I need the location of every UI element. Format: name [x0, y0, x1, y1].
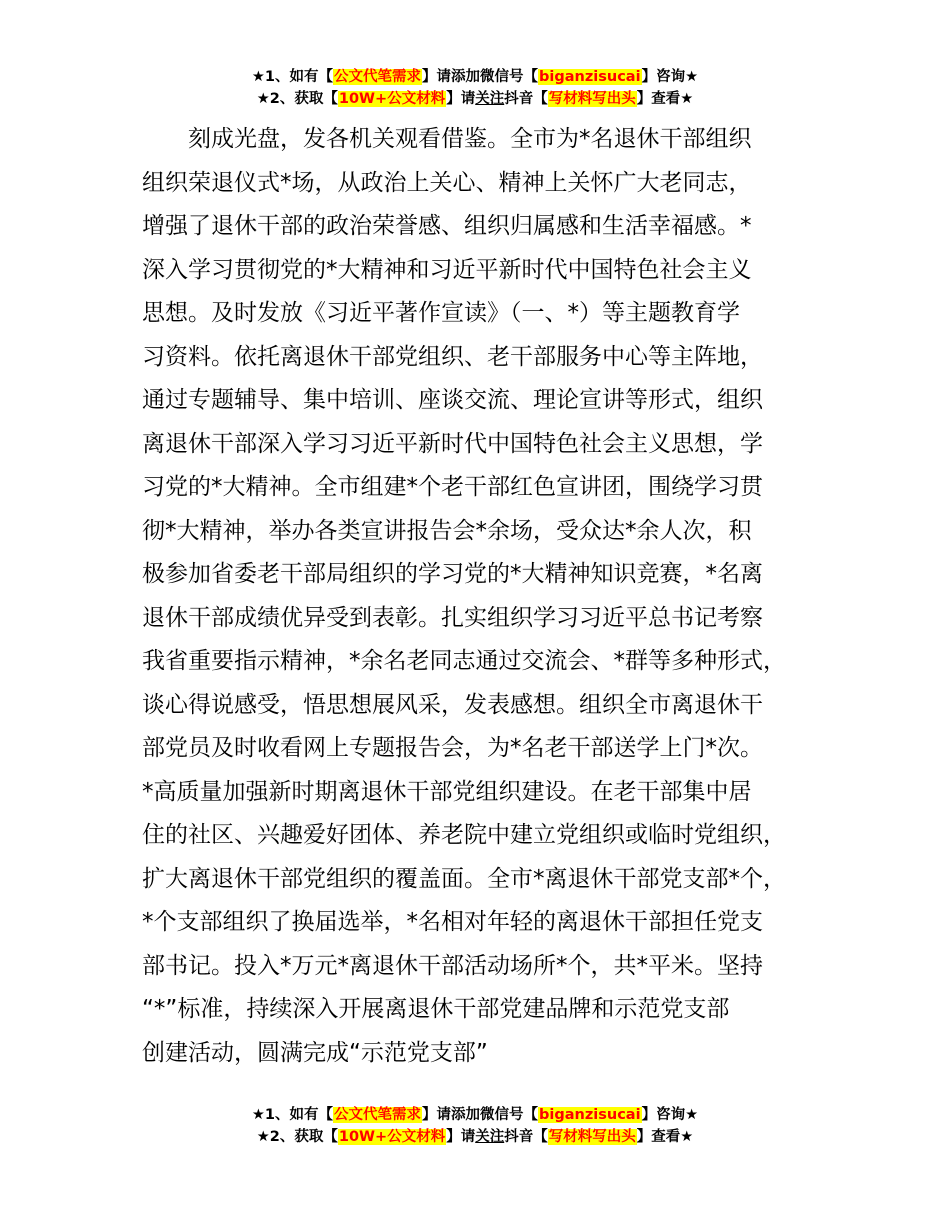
banner-underlined-text: 关注 [475, 91, 505, 107]
banner-line-1 [0, 66, 950, 88]
banner-text: 】请 [446, 91, 476, 107]
body-line: 增强了退休干部的政治荣誉感、组织归属感和生活幸福感。* [142, 213, 752, 239]
document-body [142, 118, 842, 1075]
body-line: “*”标准，持续深入开展离退休干部党建品牌和示范党支部 [142, 996, 730, 1022]
body-line: 扩大离退休干部党组织的覆盖面。全市*离退休干部党支部*个， [142, 865, 786, 892]
banner-text: 】咨询★ [641, 1107, 699, 1123]
banner-highlight-wechat-id: biganzisucai [539, 69, 641, 85]
banner-text: 】请 [446, 1129, 476, 1145]
body-line: 我省重要指示精神，*余名老同志通过交流会、*群等多种形式， [142, 648, 786, 674]
banner-text: 】咨询★ [641, 69, 699, 85]
body-line: 住的社区、兴趣爱好团体、养老院中建立党组织或临时党组织， [142, 822, 786, 848]
body-line: 习党的*大精神。全市组建*个老干部红色宣讲团，围绕学习贯 [142, 474, 763, 500]
body-line: 组织荣退仪式*场，从政治上关心、精神上关怀广大老同志， [142, 169, 752, 196]
body-line: 深入学习贯彻党的*大精神和习近平新时代中国特色社会主义 [142, 256, 752, 283]
banner-line-2 [0, 88, 950, 110]
body-line: 极参加省委老干部局组织的学习党的*大精神知识竞赛，*名离 [142, 561, 763, 587]
body-line: 思想。及时发放《习近平著作宣读》（一、*）等主题教育学 [142, 300, 740, 326]
body-line: 部党员及时收看网上专题报告会，为*名老干部送学上门*次。 [142, 735, 763, 761]
body-line: 创建活动，圆满完成“示范党支部” [142, 1039, 488, 1066]
header-banner [0, 66, 950, 110]
banner-highlight-service: 公文代笔需求 [334, 1107, 422, 1123]
body-line: 习资料。依托离退休干部党组织、老干部服务中心等主阵地， [142, 343, 763, 370]
banner-highlight-materials: 10W+公文材料 [338, 1129, 446, 1145]
footer-banner [0, 1104, 950, 1148]
banner-text: 】查看★ [636, 1129, 694, 1145]
banner-highlight-wechat-id: biganzisucai [539, 1107, 641, 1123]
banner-underlined-text: 关注 [475, 1129, 505, 1145]
body-line: 退休干部成绩优异受到表彰。扎实组织学习习近平总书记考察 [142, 604, 763, 631]
banner-text: 】请添加微信号【 [422, 69, 539, 85]
banner-highlight-materials: 10W+公文材料 [338, 91, 446, 107]
banner-text: 抖音【 [504, 1129, 548, 1145]
body-line: 离退休干部深入学习习近平新时代中国特色社会主义思想，学 [142, 430, 763, 457]
banner-text: ★1、如有【 [251, 1107, 334, 1123]
banner-text: 】查看★ [636, 91, 694, 107]
banner-text: 抖音【 [504, 91, 548, 107]
banner-line-1 [0, 1104, 950, 1126]
banner-text: ★1、如有【 [251, 69, 334, 85]
body-line: 部书记。投入*万元*离退休干部活动场所*个，共*平米。坚持 [142, 952, 763, 979]
body-line: 谈心得说感受，悟思想展风采，发表感想。组织全市离退休干 [142, 691, 763, 718]
banner-text: 】请添加微信号【 [422, 1107, 539, 1123]
banner-text: ★2、获取【 [256, 1129, 338, 1145]
banner-highlight-service: 公文代笔需求 [334, 69, 422, 85]
banner-text: ★2、获取【 [256, 91, 338, 107]
banner-line-2 [0, 1126, 950, 1148]
banner-highlight-douyin: 写材料写出头 [548, 1129, 636, 1145]
body-line: *高质量加强新时期离退休干部党组织建设。在老干部集中居 [142, 778, 752, 805]
body-line: 通过专题辅导、集中培训、座谈交流、理论宣讲等形式，组织 [142, 387, 763, 413]
body-line: 彻*大精神，举办各类宣讲报告会*余场，受众达*余人次，积 [142, 517, 752, 544]
body-line: *个支部组织了换届选举，*名相对年轻的离退休干部担任党支 [142, 909, 763, 935]
banner-highlight-douyin: 写材料写出头 [548, 91, 636, 107]
body-line: 刻成光盘，发各机关观看借鉴。全市为*名退休干部组织 [188, 126, 752, 152]
